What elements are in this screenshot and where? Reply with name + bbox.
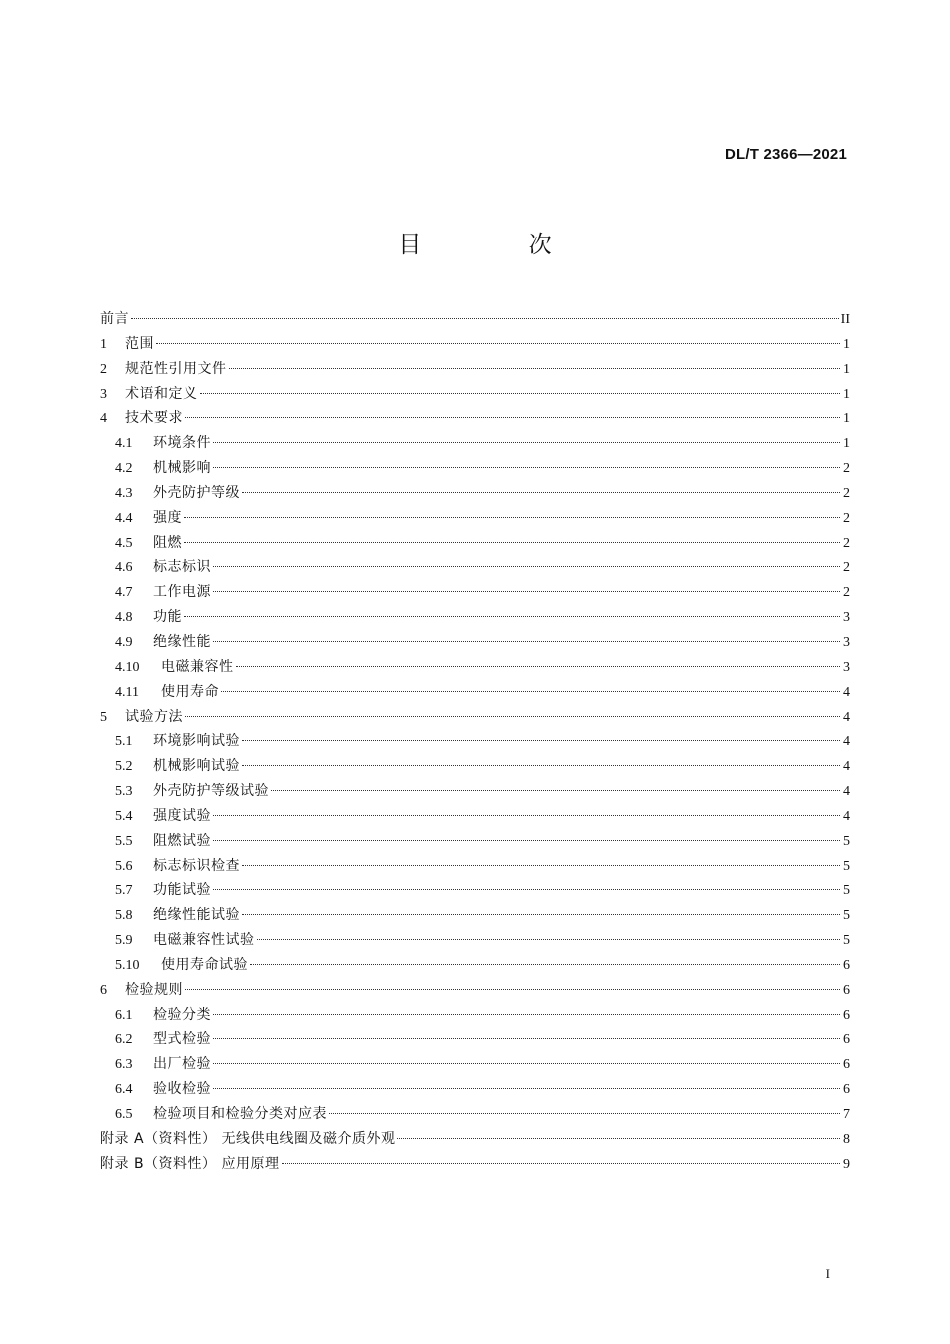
toc-entry-title: 强度	[153, 509, 182, 526]
toc-entry-title: 环境影响试验	[153, 733, 240, 750]
toc-entry-title: 规范性引用文件	[125, 360, 227, 377]
toc-entry-title: 使用寿命	[161, 683, 219, 700]
toc-entry-page: 5	[843, 833, 850, 849]
toc-entry-number: 5.8	[115, 908, 133, 924]
toc-entry-title: 电磁兼容性试验	[153, 932, 255, 949]
toc-entry[interactable]	[100, 431, 850, 456]
toc-entry[interactable]	[100, 655, 850, 680]
toc-entry[interactable]	[100, 555, 850, 580]
toc-entry[interactable]	[100, 1003, 850, 1028]
toc-entry-number: 4.5	[115, 535, 133, 551]
toc-entry[interactable]	[100, 1052, 850, 1077]
toc-entry-page: 3	[843, 634, 850, 650]
toc-entry-number: 5	[100, 709, 107, 725]
dot-leader	[213, 1088, 840, 1089]
dot-leader	[242, 740, 840, 741]
toc-entry-title: 工作电源	[153, 584, 211, 601]
dot-leader	[131, 318, 839, 319]
dot-leader	[184, 517, 840, 518]
toc-entry-number: 4.9	[115, 634, 133, 650]
toc-entry-number: 4.11	[115, 684, 139, 700]
toc-entry-number: 4.7	[115, 585, 133, 601]
toc-entry-number: 6.4	[115, 1082, 133, 1098]
toc-entry-title: 强度试验	[153, 807, 211, 824]
toc-title: 目 次	[398, 232, 602, 258]
dot-leader	[213, 442, 840, 443]
toc-entry-page: 5	[843, 858, 850, 874]
table-of-contents	[100, 307, 850, 1177]
toc-entry[interactable]	[100, 754, 850, 779]
toc-entry-title: 附录 B（资料性） 应用原理	[100, 1155, 280, 1172]
toc-entry-number: 5.4	[115, 808, 133, 824]
toc-entry[interactable]	[100, 829, 850, 854]
toc-entry-page: 4	[843, 759, 850, 775]
dot-leader	[236, 666, 841, 667]
toc-entry-page: 1	[843, 386, 850, 402]
toc-entry[interactable]	[100, 307, 850, 332]
toc-entry-page: 2	[843, 485, 850, 501]
toc-entry[interactable]	[100, 580, 850, 605]
toc-entry-page: 2	[843, 560, 850, 576]
toc-entry-title: 前言	[100, 311, 129, 327]
toc-entry[interactable]	[100, 854, 850, 879]
toc-entry-title: 附录 A（资料性） 无线供电线圈及磁介质外观	[100, 1130, 396, 1147]
dot-leader	[213, 889, 840, 890]
toc-entry-title: 出厂检验	[153, 1056, 211, 1073]
toc-entry[interactable]	[100, 1027, 850, 1052]
toc-entry-page: 8	[843, 1131, 850, 1147]
dot-leader	[282, 1163, 840, 1164]
toc-entry-page: II	[840, 312, 850, 327]
toc-entry-title: 外壳防护等级	[153, 484, 240, 501]
dot-leader	[185, 989, 840, 990]
toc-entry-number: 5.2	[115, 759, 133, 775]
toc-entry-number: 6	[100, 982, 107, 998]
toc-entry-number: 1	[100, 336, 107, 352]
toc-entry[interactable]	[100, 928, 850, 953]
toc-entry-title: 阻燃试验	[153, 832, 211, 849]
dot-leader	[213, 641, 840, 642]
dot-leader	[156, 343, 840, 344]
toc-entry-page: 1	[843, 336, 850, 352]
dot-leader	[221, 691, 840, 692]
toc-entry-title: 阻燃	[153, 534, 182, 551]
toc-entry[interactable]	[100, 953, 850, 978]
dot-leader	[242, 765, 840, 766]
toc-entry-title: 验收检验	[153, 1081, 211, 1098]
toc-entry-title: 机械影响	[153, 460, 211, 477]
toc-entry[interactable]	[100, 779, 850, 804]
toc-entry[interactable]	[100, 978, 850, 1003]
toc-entry-page: 5	[843, 933, 850, 949]
dot-leader	[250, 964, 840, 965]
toc-entry-page: 4	[843, 808, 850, 824]
toc-entry-page: 6	[843, 1007, 850, 1023]
toc-entry-title: 绝缘性能试验	[153, 907, 240, 924]
toc-entry-title: 范围	[125, 335, 154, 352]
dot-leader	[271, 790, 840, 791]
dot-leader	[257, 939, 841, 940]
toc-entry-title: 外壳防护等级试验	[153, 783, 269, 800]
toc-entry[interactable]	[100, 878, 850, 903]
toc-entry[interactable]	[100, 506, 850, 531]
toc-entry-page: 5	[843, 883, 850, 899]
toc-entry-page: 1	[843, 361, 850, 377]
dot-leader	[242, 914, 840, 915]
toc-entry-title: 术语和定义	[125, 385, 198, 402]
toc-entry-number: 3	[100, 386, 107, 402]
toc-entry[interactable]	[100, 1102, 850, 1127]
toc-entry-number: 4.8	[115, 610, 133, 626]
dot-leader	[213, 1014, 840, 1015]
toc-entry-number: 5.9	[115, 933, 133, 949]
toc-entry-page: 6	[843, 957, 850, 973]
toc-entry-number: 4	[100, 411, 107, 427]
toc-entry-page: 4	[843, 684, 850, 700]
toc-entry-page: 2	[843, 535, 850, 551]
toc-entry-page: 9	[843, 1156, 850, 1172]
toc-entry[interactable]	[100, 332, 850, 357]
dot-leader	[397, 1138, 840, 1139]
toc-entry-page: 6	[843, 982, 850, 998]
toc-entry-title: 使用寿命试验	[161, 956, 248, 973]
toc-entry-title: 试验方法	[125, 708, 183, 725]
toc-entry-number: 4.6	[115, 560, 133, 576]
toc-entry-title: 功能	[153, 609, 182, 626]
toc-entry-title: 检验规则	[125, 981, 183, 998]
toc-entry-number: 4.4	[115, 510, 133, 526]
toc-entry-title: 机械影响试验	[153, 758, 240, 775]
toc-entry[interactable]	[100, 456, 850, 481]
toc-entry-number: 6.1	[115, 1007, 133, 1023]
toc-entry-number: 5.1	[115, 734, 133, 750]
toc-entry-page: 4	[843, 734, 850, 750]
toc-entry[interactable]	[100, 630, 850, 655]
dot-leader	[329, 1113, 840, 1114]
toc-entry-title: 电磁兼容性	[161, 658, 234, 675]
toc-entry-page: 6	[843, 1057, 850, 1073]
toc-entry-number: 2	[100, 361, 107, 377]
dot-leader	[213, 815, 840, 816]
dot-leader	[213, 591, 840, 592]
toc-entry[interactable]	[100, 705, 850, 730]
toc-entry-number: 6.2	[115, 1032, 133, 1048]
toc-entry-title: 功能试验	[153, 882, 211, 899]
toc-entry-number: 5.3	[115, 784, 133, 800]
toc-entry-number: 4.10	[115, 659, 140, 675]
toc-entry-number: 6.3	[115, 1057, 133, 1073]
toc-entry-page: 2	[843, 461, 850, 477]
toc-entry-page: 3	[843, 659, 850, 675]
toc-entry-page: 6	[843, 1032, 850, 1048]
toc-entry-number: 5.7	[115, 883, 133, 899]
toc-entry[interactable]	[100, 1127, 850, 1152]
toc-entry[interactable]	[100, 1152, 850, 1177]
dot-leader	[185, 417, 840, 418]
toc-entry-page: 3	[843, 610, 850, 626]
dot-leader	[184, 616, 840, 617]
toc-entry-page: 1	[843, 436, 850, 452]
toc-entry-page: 1	[843, 411, 850, 427]
toc-entry-page: 2	[843, 510, 850, 526]
dot-leader	[185, 716, 840, 717]
dot-leader	[213, 1063, 840, 1064]
toc-entry-number: 5.10	[115, 957, 140, 973]
toc-entry-number: 4.3	[115, 485, 133, 501]
toc-entry[interactable]	[100, 729, 850, 754]
toc-entry-number: 4.2	[115, 461, 133, 477]
toc-entry-page: 4	[843, 784, 850, 800]
toc-entry-title: 标志标识检查	[153, 857, 240, 874]
dot-leader	[242, 492, 840, 493]
dot-leader	[184, 542, 840, 543]
toc-entry-page: 2	[843, 585, 850, 601]
document-code: DL/T 2366—2021	[724, 146, 847, 163]
page-number: I	[825, 1266, 830, 1281]
toc-entry[interactable]	[100, 1077, 850, 1102]
toc-entry-page: 5	[843, 908, 850, 924]
toc-entry-page: 6	[843, 1082, 850, 1098]
toc-entry-number: 5.6	[115, 858, 133, 874]
toc-entry-page: 7	[843, 1107, 850, 1122]
dot-leader	[213, 467, 840, 468]
toc-entry-title: 检验项目和检验分类对应表	[153, 1106, 327, 1122]
toc-entry[interactable]	[100, 903, 850, 928]
toc-entry-title: 标志标识	[153, 559, 211, 576]
toc-entry-page: 4	[843, 709, 850, 725]
toc-entry[interactable]	[100, 804, 850, 829]
toc-entry-title: 技术要求	[125, 410, 183, 427]
toc-entry[interactable]	[100, 481, 850, 506]
dot-leader	[242, 865, 840, 866]
toc-entry[interactable]	[100, 382, 850, 407]
toc-entry-title: 型式检验	[153, 1031, 211, 1048]
toc-entry[interactable]	[100, 605, 850, 630]
dot-leader	[213, 1038, 840, 1039]
toc-entry[interactable]	[100, 406, 850, 431]
dot-leader	[213, 840, 840, 841]
toc-entry-title: 检验分类	[153, 1006, 211, 1023]
toc-entry-title: 环境条件	[153, 435, 211, 452]
toc-entry[interactable]	[100, 680, 850, 705]
toc-entry[interactable]	[100, 531, 850, 556]
dot-leader	[229, 368, 841, 369]
dot-leader	[213, 566, 840, 567]
toc-entry-number: 6.5	[115, 1107, 133, 1122]
toc-entry-number: 5.5	[115, 833, 133, 849]
toc-entry-title: 绝缘性能	[153, 633, 211, 650]
dot-leader	[200, 393, 841, 394]
toc-entry[interactable]	[100, 357, 850, 382]
toc-entry-number: 4.1	[115, 436, 133, 452]
